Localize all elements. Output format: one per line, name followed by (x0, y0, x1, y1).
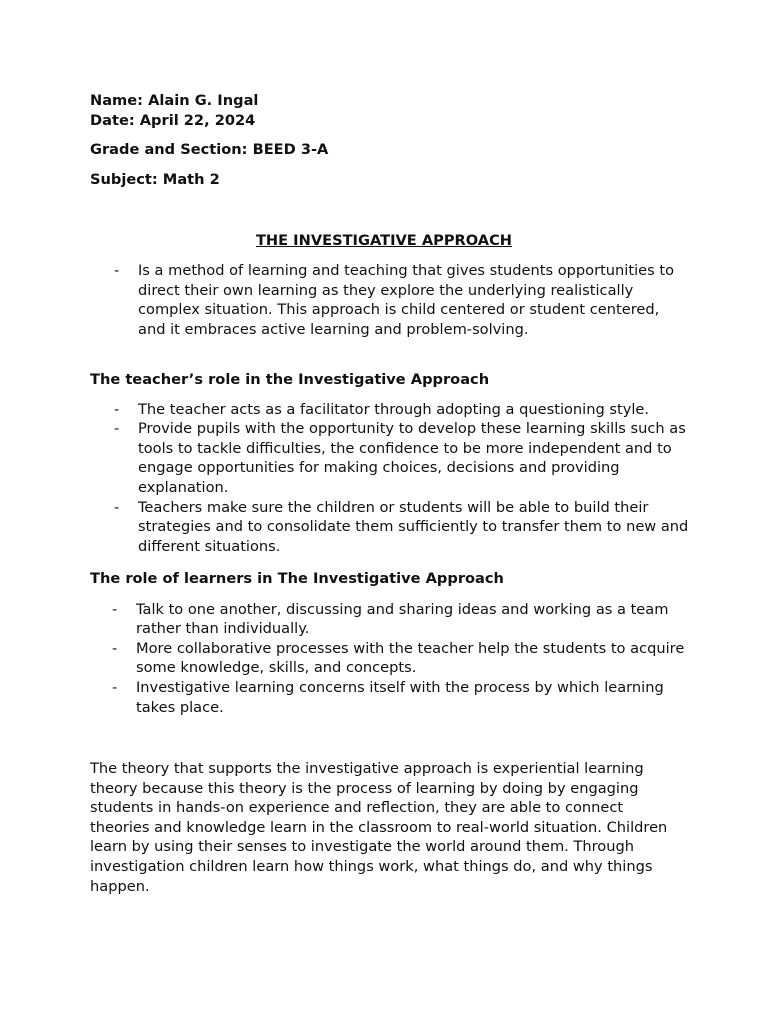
list-item (90, 639, 690, 678)
learner-role-heading: The role of learners in The Investigative Approach (90, 570, 504, 587)
list-item-text: Teachers make sure the children or students will be able to build their strategies and to consolidate them sufficiently to transfer them to new and different situations. (138, 498, 689, 555)
learner-role-list (90, 600, 690, 718)
definition-section (90, 261, 690, 339)
dash-bullet: - (114, 420, 120, 438)
dash-bullet: - (114, 400, 120, 418)
list-item (90, 498, 690, 557)
document-header (90, 91, 690, 189)
dash-bullet: - (112, 600, 118, 618)
list-item-text: The teacher acts as a facilitator through adopting a questioning style. (138, 400, 650, 418)
list-item-text: Talk to one another, discussing and sharing ideas and working as a team rather than individually. (136, 600, 669, 638)
dash-bullet: - (114, 498, 120, 516)
list-item-text: Investigative learning concerns itself with the process by which learning takes place. (136, 678, 664, 716)
theory-section (90, 759, 690, 896)
list-item (90, 419, 690, 497)
definition-list (90, 261, 690, 339)
definition-text: Is a method of learning and teaching that gives students opportunities to direct their own learning as they explore the underlying realistically complex situation. This approach is child centered or student centered, and it embraces active learning and problem-solving. (138, 262, 675, 338)
teacher-role-list (90, 400, 690, 557)
dash-bullet: - (112, 678, 118, 696)
document-title: THE INVESTIGATIVE APPROACH (255, 232, 513, 249)
learner-role-section (90, 569, 690, 717)
list-item (90, 600, 690, 639)
list-item-text: More collaborative processes with the teacher help the students to acquire some knowledge, skills, and concepts. (136, 639, 685, 677)
teacher-role-section (90, 370, 690, 556)
submission-date: Date: April 22, 2024 (90, 111, 256, 129)
subject: Subject: Math 2 (90, 170, 220, 188)
list-item-text: Provide pupils with the opportunity to develop these learning skills such as tools to tackle difficulties, the confidence to be more independent and to engage opportunities for making choices, decisions and providing explanation. (138, 420, 686, 496)
teacher-role-heading: The teacher’s role in the Investigative Approach (90, 371, 490, 388)
theory-paragraph: The theory that supports the investigative approach is experiential learning theory because this theory is the process of learning by doing by engaging students in hands-on experience and reflection, they are able to connect theories and knowledge learn in the classroom to real-world situation. Children learn by using their senses to investigate the world around them. Through investigation children learn how things work, what things do, and why things happen. (90, 760, 668, 895)
list-item (90, 400, 690, 420)
student-name: Name: Alain G. Ingal (90, 92, 259, 109)
grade-section: Grade and Section: BEED 3-A (90, 141, 329, 159)
list-item (90, 678, 690, 717)
dash-bullet: - (114, 262, 120, 279)
list-item (90, 261, 690, 339)
dash-bullet: - (112, 639, 118, 657)
